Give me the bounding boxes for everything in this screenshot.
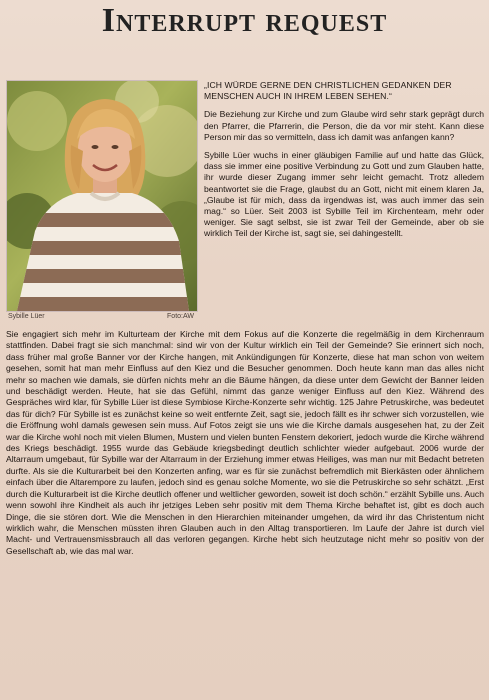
portrait-photo [6, 80, 198, 312]
biography-paragraph: Sybille Lüer wuchs in einer gläubigen Familie auf und hatte das Glück, dass sie immer eine positive Verbindung zu Gott und zum Glauben hatte, ihr wurde dieser Zugang immer sehr leicht gemacht. Trotz alledem beantwortet sie die Frage, glaubst du an Gott, nicht mit einem klaren Ja, „Glaube ist für mich, dass da irgendwas ist, was auch immer das sein mag.“ so Lüer. Seit 2003 ist Sybille Teil im Kirchenteam, mehr oder weniger. Sie sagt selbst, sie ist zwar Teil der Gemeinde, aber ob sie wirklich Teil der Kirche ist, sagt sie, sei dahingestellt. [204, 150, 484, 239]
poster-title: Interrupt request [101, 2, 388, 39]
main-article-text: Sie engagiert sich mehr im Kulturteam der Kirche mit dem Fokus auf die Konzerte die regelmäßig in dem Kirchenraum stattfinden. Dabei fragt sie sich manchmal: sind wir von der Kultur wirklich ein Teil der Gemeinde? Sie erinnert sich noch, dass früher mal große Banner vor der Kirche hangen, mit Ankündigungen für Konzerte, diese hat man schon von weitem gesehen, somit hat man mehr Einfluss auf den Kiez und die Besucher genommen. Doch heute kann man das alles nicht mehr so machen wie damals, sie dürfen nichts mehr an die Bäume hängen, da diese unter dem Gewicht der Banner leiden und beschädigt werden. Heute, hat sie das Gefühl, nimmt das ganze weniger Einfluss auf den Kiez. Während des Gespräches wird klar, für Sybille Lüer ist diese Symbiose Kirche-Konzerte sehr wichtig. 125 Jahre Petruskirche, was bedeutet das für dich? Für Sybille ist es zunächst keine so weit entfernte Zeit, sagt sie, jedoch fällt es ihr schwer sich vorzustellen, wie die Eröffnung wohl damals gewesen sein muss. Auf Fotos zeigt sie uns wie die Kirche damals ausgesehen hat, zu der Zeit war die Kirche wohl noch mit vielen Blumen, Mustern und vielen bunten Fenstern dekoriert, jedoch wurde die Kirche während des Kriegs beschädigt. 1955 wurde das Gebäude kriegsbedingt deutlich schlichter wieder aufgebaut. 2006 wurde der Altarraum umgebaut, für Sybille war der Altarraum in der Erziehung immer etwas Heiliges, was man nur mit Bedacht betreten durfte. Als sie die Kulturarbeit bei den Konzerten anfing, war es für sie zunächst befremdlich mit Bierkästen oder ähnlichem einfach über die Altarempore zu laufen, jedoch sind es genau solche Momente, wo sie die Petruskirche so sehr schätzt. „Erst durch die Kulturarbeit ist die Kirche deutlich offener und weltlicher geworden, soweit ist doch schön.“ erzählt Sybille uns. Auch wenn sowohl ihre Kindheit als auch ihr jetziges Leben sehr positiv mit dem Thema Kirche behaftet ist, gibt es doch auch Dinge, die sie stören dort. Wie die Menschen in den Hierarchien miteinander umgehen, da wird ihr das Christentum nicht wirklich wahr, die Menschen müssten ihren Glauben auch in den Alltag transportieren. Im Laufe der Jahre ist durch viel Macht- und Vertrauensmissbrauch all das verloren gegangen. Kirche hebt sich heutzutage nicht mehr so positiv von der Gesellschaft ab, wie das mal war. [6, 329, 484, 556]
pull-quote: „ICH WÜRDE GERNE DEN CHRISTLICHEN GEDANKEN DER MENSCHEN AUCH IN IHREM LEBEN SEHEN.“ [204, 80, 452, 102]
photo-subject-name: Sybille Lüer [8, 313, 45, 320]
intro-column [204, 80, 484, 247]
photo-caption [6, 311, 196, 323]
portrait-illustration [7, 81, 197, 311]
intro-paragraph: Die Beziehung zur Kirche und zum Glaube wird sehr stark geprägt durch den Pfarrer, die Pfarrerin, die Person, die da vor mir steht. Kann diese Person mir das so vermitteln, dass ich damit was anfangen kann? [204, 109, 484, 142]
photo-credit: Foto:AW [167, 313, 194, 320]
